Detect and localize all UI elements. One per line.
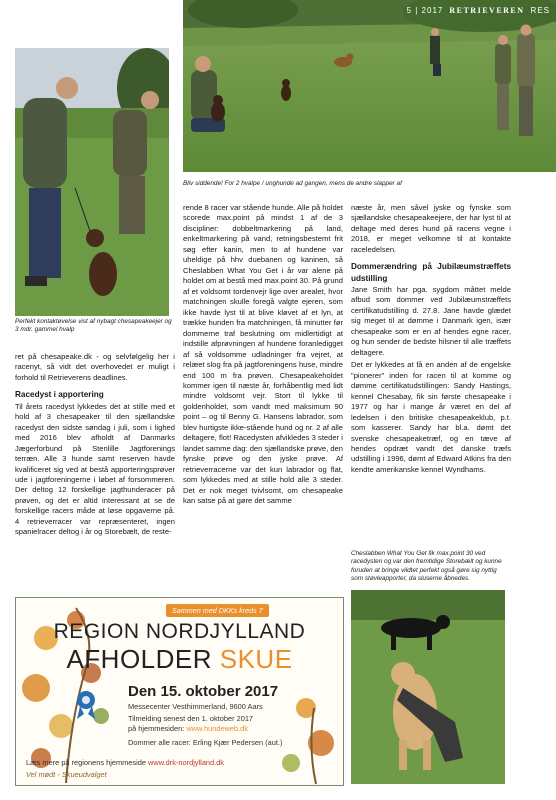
photo-dog-boot bbox=[351, 590, 505, 784]
article-column-2 bbox=[183, 203, 343, 509]
caption-top-photo: Bliv siddende! For 2 hvalpe / unghunde ad gangen, mens de andre slapper af bbox=[183, 180, 402, 187]
ad-website-line bbox=[128, 724, 248, 733]
ad-website-link[interactable]: www.hundeweb.dk bbox=[186, 724, 248, 733]
dog-carrying-boot-image bbox=[351, 590, 505, 784]
caption-right-photo: Cheslabben What You Get fik max.point 30 ved racedysten og var den fremtidige Storebælt og kunne foruden at bringe vildtet perfekt også gøre sig nyttig som støvleapporter, da sluserne åbnedes. bbox=[351, 550, 502, 582]
section-abbrev: RES bbox=[530, 5, 550, 15]
ad-venue: Messecenter Vesthimmerland, 9600 Aars bbox=[128, 702, 263, 711]
issue-number: 5 | 2017 bbox=[406, 5, 444, 15]
ad-signup: Tilmelding senest den 1. oktober 2017 bbox=[128, 714, 254, 723]
handler-dog-image bbox=[15, 48, 169, 316]
magazine-name: RETRIEVEREN bbox=[449, 5, 525, 15]
column2-body: rende 8 racer var stående hunde. Alle på holdet scorede max.point på mindst 1 af de 3 discipliner: dobbeltmarkering på land, enkeltmarkering på vand, retningsbestemt frit søg efter kanin, men to af hundene var uheldige på hhv duebanen og kaninen, så Cheslabben What You Get i år var alene på holdet om at bestå med max.point 30. På grund af et voldsomt tordenvejr lige over arealet, hvor matchningen skulle foregå valgte ejeren, som ikke havde lyst til at blive kløvet af et lyn, at trække hunden fra matchningen, få minutter før dommerne traf beslutning om midlertidigt at indstille afprøvningen af hundene foranledigget af så voldsomme udladninger fra vejret, at relæet slog fra på jagtforeningens huse, mindre end 100 m fra prøven. Chesapeakeholdet kommer igen til næste år, forhåbentlig med lidt mindre voldsomt vejr. Stort til lykke til goldenholdet, som vandt med maksimum 90 point – og til Benny G. Hansens labrador, som blev hurtigste ikke-stående hund og nr. 2 af alle deltagere, flot! Racedysten afvikledes 3 steder i landet samme dag: den sjællandske prøve, den fynske prøve og den jyske prøve. Af retrieverracerne var det kun labrador og flat, som lykkedes med at stille hold alle 3 steder. Det er nok meget tvivlsomt, om chesapeake kan satse på at gøre det samme bbox=[183, 203, 344, 506]
advertisement-region-nordjylland bbox=[15, 597, 344, 786]
ad-title-line2 bbox=[16, 644, 343, 675]
ad-judge: Dommer alle racer: Erling Kjær Pedersen (aut.) bbox=[128, 738, 283, 747]
ad-more-info bbox=[26, 758, 224, 767]
article-column-1 bbox=[15, 352, 175, 540]
heading-racedyst: Racedyst i apportering bbox=[15, 390, 104, 400]
ad-title-skue: SKUE bbox=[219, 644, 293, 674]
photo-contact-exercise bbox=[15, 48, 169, 316]
column1-body: Til årets racedyst lykkedes det at stille med et hold af 3 chesapeaker til den sjællandske racedyst den sidste søndag i juli, som i lighed med 2016 blev afholdt af Danmarks Jægerforbund på Stenlille Jagtforenings terræn. Alle 3 hunde samt reserven havde kvalificeret sig ved at bestå apporteringsprøver ude i jagtforeningerne i løbet af forsommeren. Der deltog 12 forskellige jagthunderacer på prøven, og det er altid interessant at se de forskellige racers måde at løse opgaverne på. 4 retrieverracer var repræsenteret, ingen spanielracer deltog i år og Storebælt, de reste- bbox=[15, 401, 175, 537]
rosette-icon bbox=[74, 690, 98, 720]
ad-title-afholder: AFHOLDER bbox=[66, 644, 220, 674]
caption-left-photo: Perfekt kontaktøvelse vist af nybagt chesapeakeejer og 3 mdr. gammel hvalp bbox=[15, 318, 172, 334]
page-header bbox=[183, 0, 556, 20]
column3-intro: næste år, men såvel jyske og fynske som sjællandske chesapeakeejere, der har lyst til at deltage med deres hund på racens vegne i 2018, er meget velkomne til at kontakte raceledelsen. bbox=[351, 203, 511, 254]
article-column-3 bbox=[351, 203, 511, 477]
ad-badge: Sammen med DKKs kreds 7 bbox=[166, 604, 269, 617]
ad-title-line1: REGION NORDJYLLAND bbox=[53, 620, 306, 643]
ad-sponsor: Vel mødt - Skueudvalget bbox=[26, 770, 107, 779]
photo-training-field bbox=[183, 0, 556, 172]
heading-dommeraendring: Dommerændring på Jubilæumstræffets udstilling bbox=[351, 262, 511, 283]
ad-more-link[interactable]: www.drk-nordjylland.dk bbox=[148, 758, 225, 767]
ad-website-prefix: på hjemmesiden: bbox=[128, 724, 187, 733]
field-scene-image bbox=[183, 0, 556, 172]
column3-para2: Det er lykkedes at få en anden af de engelske "pionerer" inden for racen til at komme og dømme certifikatudstillingen: Sandy Hastings, kennel Chesabay, fik sin første chesapeake i 1977 og har i mange år været en del af ledelsen i den britiske chesapeakeklub, p.t. som kasserer. Sandy har bl.a. dømt det svenske chesapeaketræf, og en tæve af hendes opdræt vandt det danske træfs udstilling i 1996, dømt af Edward Atkins fra den kendte amerikanske kennel Wyndhams. bbox=[351, 360, 511, 474]
column1-intro: ret på chesapeake.dk - og selvfølgelig her i racenyt, så vidt det overhovedet er muligt i forhold til Retrieverens deadlines. bbox=[15, 352, 175, 382]
ad-more-prefix: Læs mere på regionens hjemmeside bbox=[26, 758, 149, 767]
ad-date: Den 15. oktober 2017 bbox=[128, 683, 279, 700]
column3-para1: Jane Smith har pga. sygdom måttet melde afbud som dommer ved Jubilæumstræffets certifikatudstilling d. 27.8. Jane havde glædet sig meget til at dømme i Danmark igen, især chesapeake som er en af hendes egne racer, og hun sender de bedste hilsner til alle træffets deltagere. bbox=[351, 284, 511, 357]
